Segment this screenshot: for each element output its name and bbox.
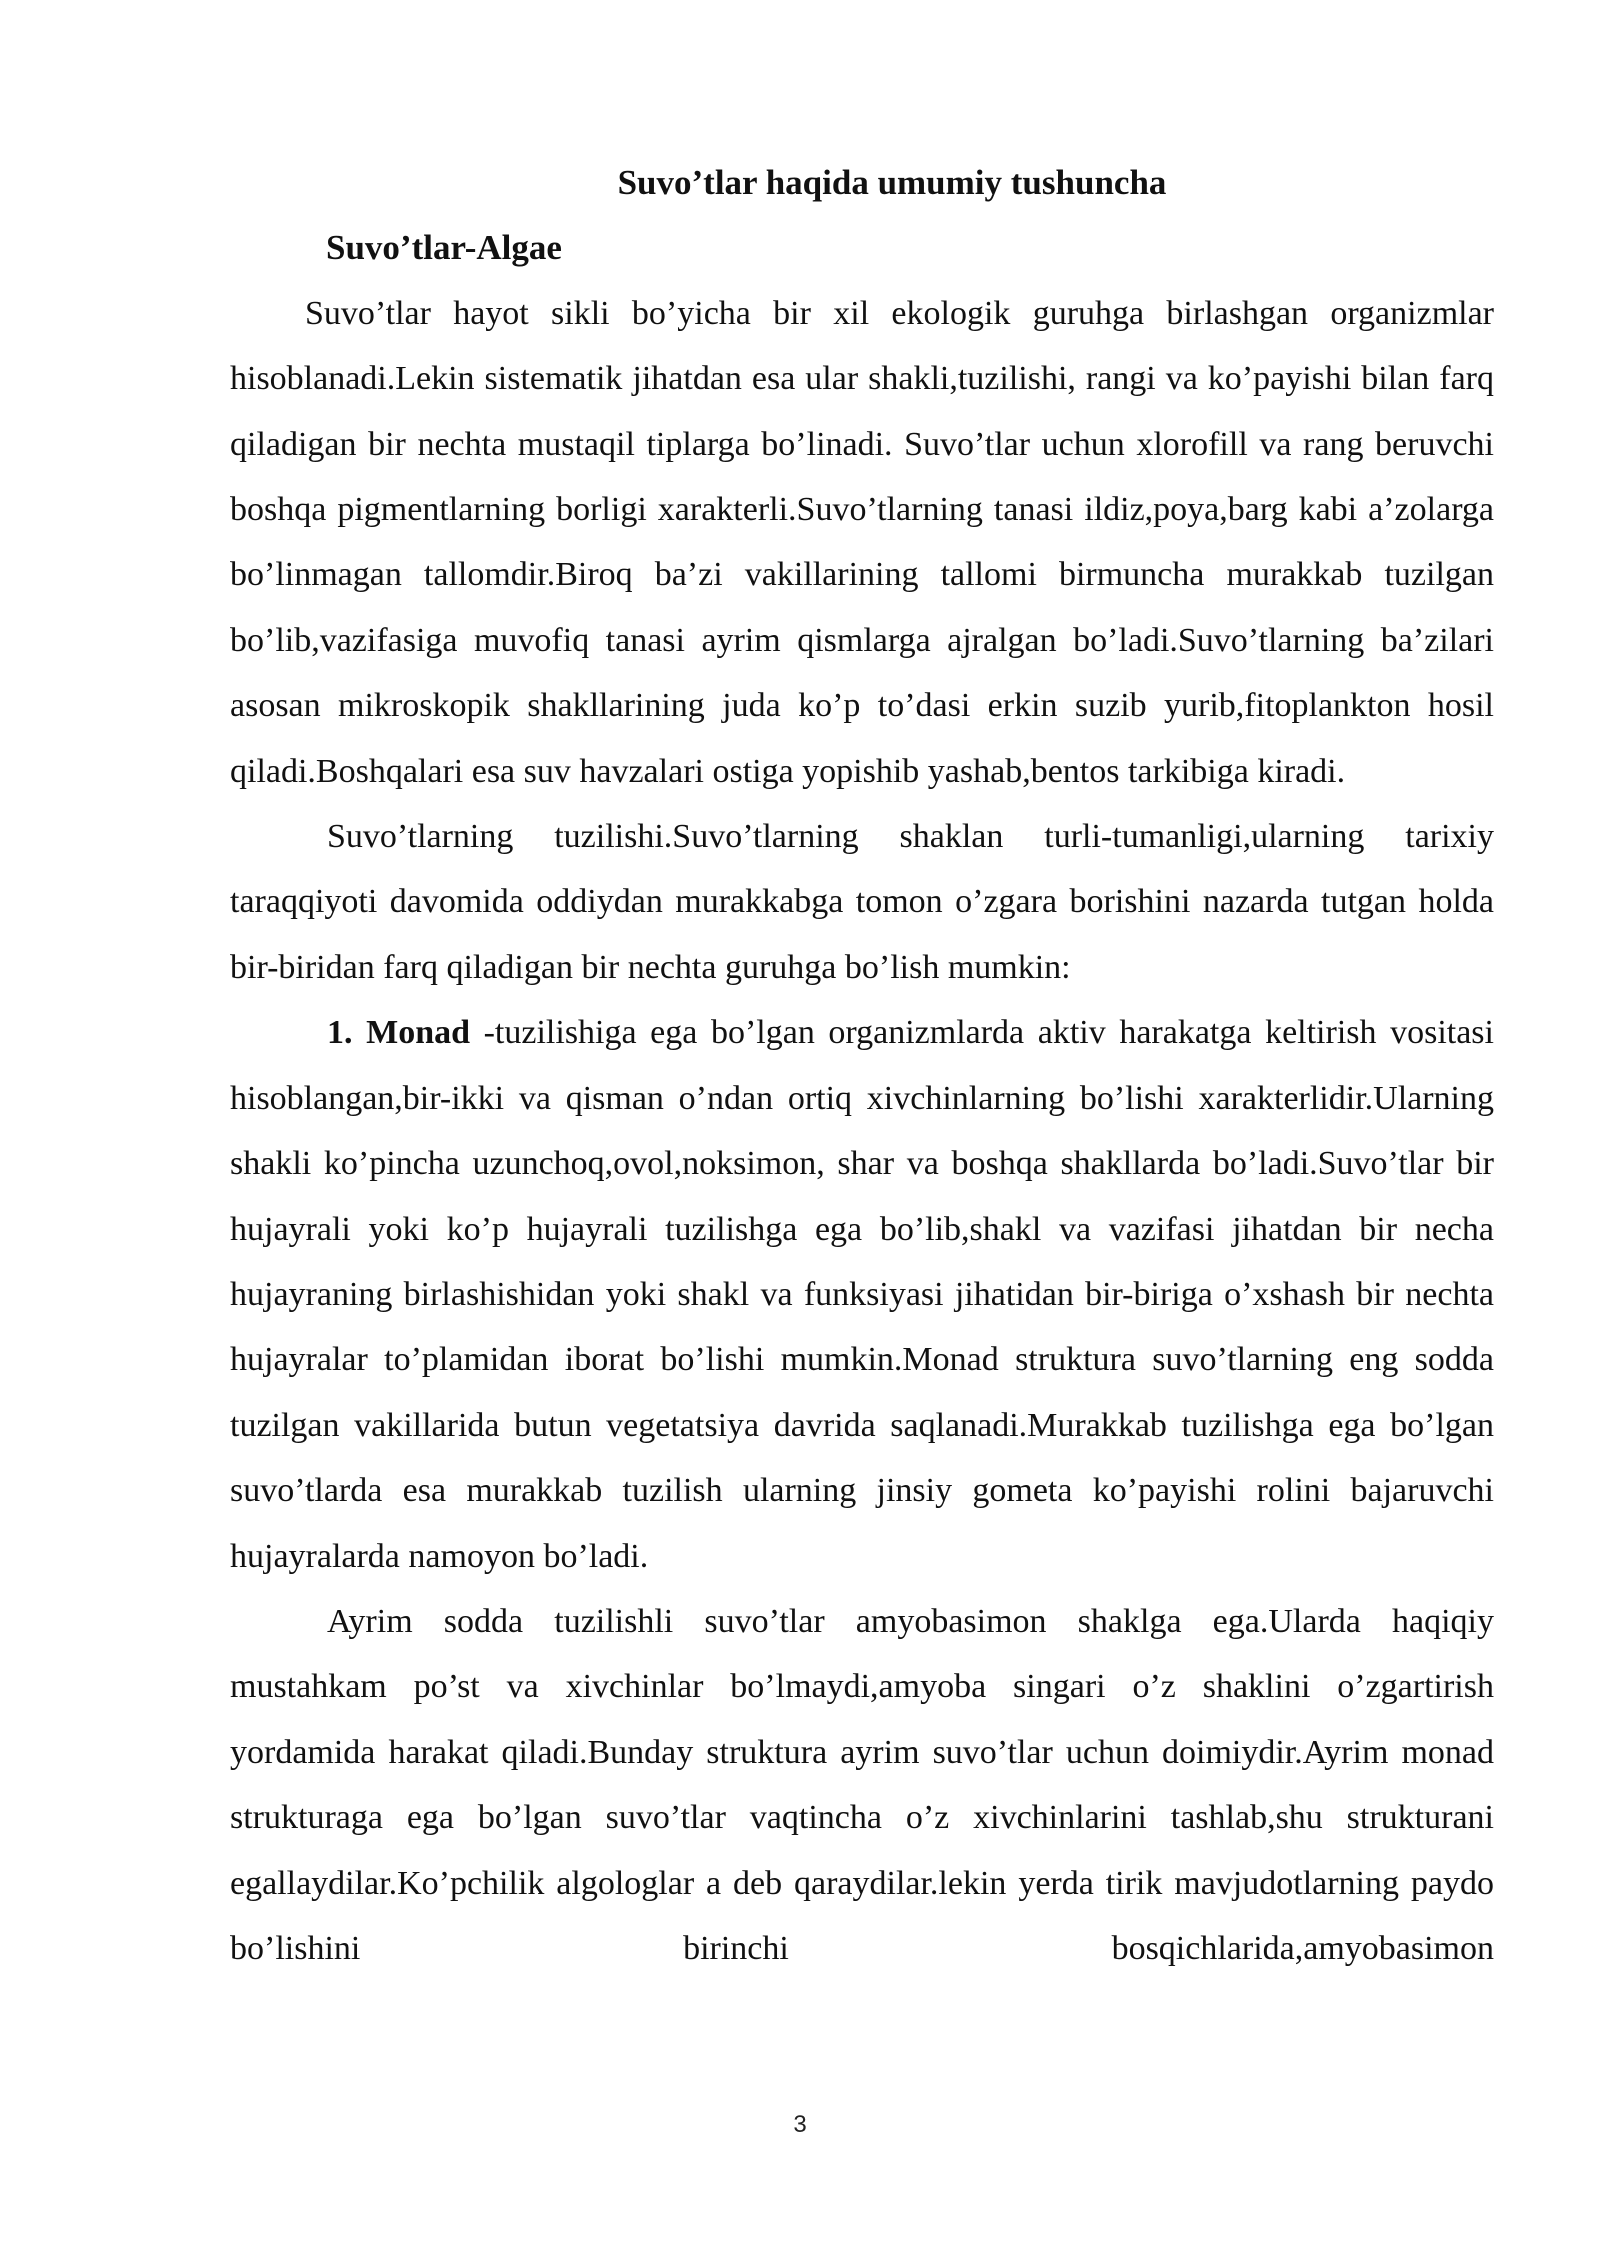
page-number: 3 bbox=[793, 2111, 807, 2138]
page-content bbox=[230, 150, 1494, 1981]
paragraph-amoeboid: Ayrim sodda tuzilishli suvo’tlar amyobasimon shaklga ega.Ularda haqiqiy mustahkam po’st va xivchinlar bo’lmaydi,amyoba singari o’z shaklini o’zgartirish yordamida harakat qiladi.Bunday struktura ayrim suvo’tlar uchun doimiydir.Ayrim monad strukturaga ega bo’lgan suvo’tlar vaqtincha o’z xivchinlarini tashlab,shu strukturani egallaydilar.Ko’pchilik algologlar a deb qaraydilar.lekin yerda tirik mavjudotlarning paydo bo’lishini birinchi bosqichlarida,amyobasimon bbox=[230, 1602, 1494, 1967]
page-title: Suvo’tlar haqida umumiy tushuncha bbox=[617, 163, 1167, 202]
section-subtitle: Suvo’tlar-Algae bbox=[326, 228, 562, 268]
paragraph-structure: Suvo’tlarning tuzilishi.Suvo’tlarning shaklan turli-tumanligi,ularning tarixiy taraqqiyoti davomida oddiydan murakkabga tomon o’zgara borishini nazarda tutgan holda bir-biridan farq qiladigan bir nechta guruhga bo’lish mumkin: bbox=[230, 818, 1494, 986]
paragraph-monad bbox=[230, 1000, 1494, 1589]
paragraph-intro: Suvo’tlar hayot sikli bo’yicha bir xil ekologik guruhga birlashgan organizmlar hisoblanadi.Lekin sistematik jihatdan esa ular shakli,tuzilishi, rangi va ko’payishi bilan farq qiladigan bir nechta mustaqil tiplarga bo’linadi. Suvo’tlar uchun xlorofill va rang beruvchi boshqa pigmentlarning borligi xarakterli.Suvo’tlarning tanasi ildiz,poya,barg kabi a’zolarga bo’linmagan tallomdir.Biroq ba’zi vakillarining tallomi birmuncha murakkab tuzilgan bo’lib,vazifasiga muvofiq tanasi ayrim qismlarga ajralgan bo’ladi.Suvo’tlarning ba’zilari asosan mikroskopik shakllarining juda ko’p to’dasi erkin suzib yurib,fitoplankton hosil qiladi.Boshqalari esa suv havzalari ostiga yopishib yashab,bentos tarkibiga kiradi. bbox=[230, 294, 1494, 790]
monad-label: 1. Monad bbox=[327, 1014, 471, 1052]
monad-text: -tuzilishiga ega bo’lgan organizmlarda aktiv harakatga keltirish vositasi hisoblangan,bir-ikki va qisman o’ndan ortiq xivchinlarning bo’lishi xarakterlidir.Ularning shakli ko’pincha uzunchoq,ovol,noksimon, shar va boshqa shakllarda bo’ladi.Suvo’tlar bir hujayrali yoki ko’p hujayrali tuzilishga ega bo’lib,shakl va vazifasi jihatdan bir necha hujayraning birlashishidan yoki shakl va funksiyasi jihatidan bir-biriga o’xshash bir nechta hujayralar to’plamidan iborat bo’lishi mumkin.Monad struktura suvo’tlarning eng sodda tuzilgan vakillarida butun vegetatsiya davrida saqlanadi.Murakkab tuzilishga ega bo’lgan suvo’tlarda esa murakkab tuzilish ularning jinsiy gometa ko’payishi rolini bajaruvchi hujayralarda namoyon bo’ladi. bbox=[230, 1014, 1494, 1575]
